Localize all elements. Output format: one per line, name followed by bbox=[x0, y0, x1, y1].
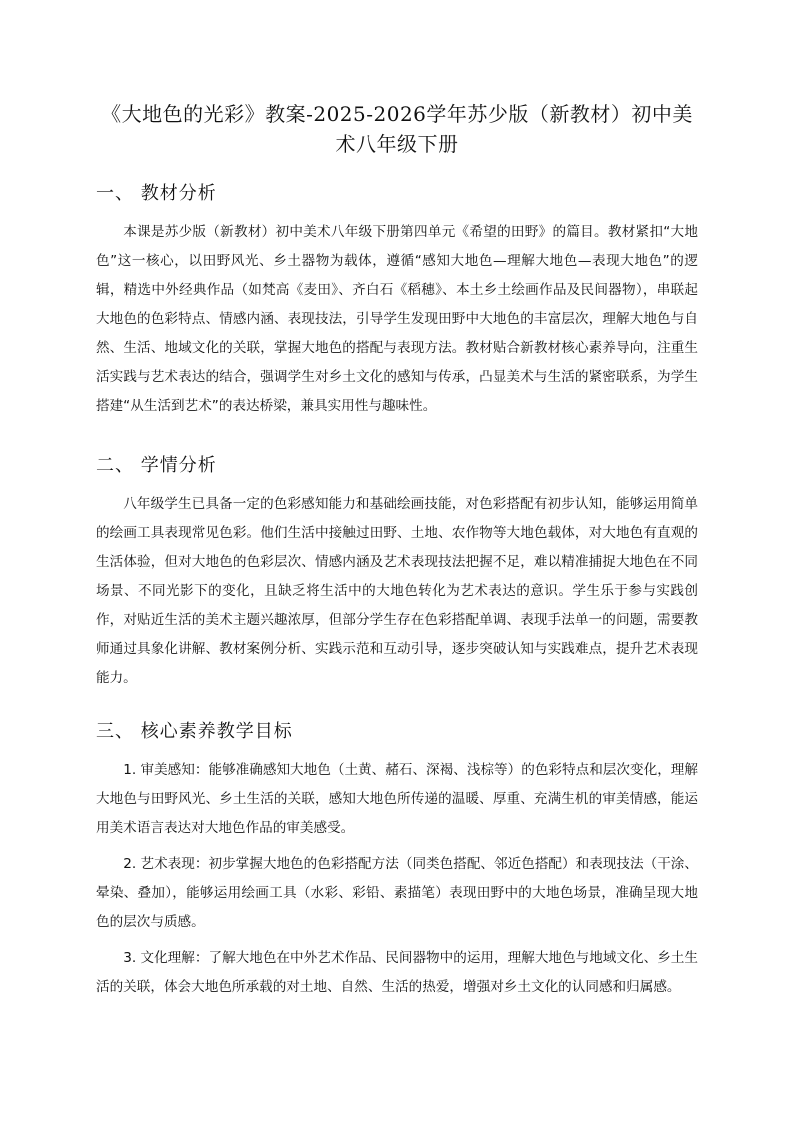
section-heading: 一、 教材分析 bbox=[96, 183, 217, 204]
section-heading: 二、 学情分析 bbox=[96, 455, 217, 476]
goal-item-aesthetic: 1. 审美感知：能够准确感知大地色（土黄、赭石、深褐、浅棕等）的色彩特点和层次变化，理解大地色与田野风光、乡土生活的关联，感知大地色所传递的温暖、厚重、充满生机的审美情感，能运用美术语言表达对大地色作品的审美感受。 bbox=[96, 762, 698, 836]
goal-item-culture: 3. 文化理解：了解大地色在中外艺术作品、民间器物中的运用，理解大地色与地域文化、乡土生活的关联，体会大地色所承载的对土地、自然、生活的热爱，增强对乡土文化的认同感和归属感。 bbox=[96, 950, 698, 995]
section-paragraph: 本课是苏少版（新教材）初中美术八年级下册第四单元《希望的田野》的篇目。教材紧扣“大地色”这一核心，以田野风光、乡土器物为载体，遵循“感知大地色—理解大地色—表现大地色”的逻辑，精选中外经典作品（如梵高《麦田》、齐白石《稻穗》、本土乡土绘画作品及民间器物），串联起大地色的色彩特点、情感内涵、表现技法，引导学生发现田野中大地色的丰富层次，理解大地色与自然、生活、地域文化的关联，掌握大地色的搭配与表现方法。教材贴合新教材核心素养导向，注重生活实践与艺术表达的结合，强调学生对乡土文化的感知与传承，凸显美术与生活的紧密联系，为学生搭建“从生活到艺术”的表达桥梁，兼具实用性与趣味性。 bbox=[96, 224, 698, 414]
section-heading: 三、 核心素养教学目标 bbox=[96, 721, 293, 742]
section-student-analysis bbox=[96, 454, 698, 693]
section-teaching-goals bbox=[96, 720, 698, 1009]
document-title: 《大地色的光彩》教案-2025-2026学年苏少版（新教材）初中美术八年级下册 bbox=[101, 102, 693, 156]
section-paragraph: 八年级学生已具备一定的色彩感知能力和基础绘画技能，对色彩搭配有初步认知，能够运用简单的绘画工具表现常见色彩。他们生活中接触过田野、土地、农作物等大地色载体，对大地色有直观的生活体验，但对大地色的色彩层次、情感内涵及艺术表现技法把握不足，难以精准捕捉大地色在不同场景、不同光影下的变化，且缺乏将生活中的大地色转化为艺术表达的意识。学生乐于参与实践创作，对贴近生活的美术主题兴趣浓厚，但部分学生存在色彩搭配单调、表现手法单一的问题，需要教师通过具象化讲解、教材案例分析、实践示范和互动引导，逐步突破认知与实践难点，提升艺术表现能力。 bbox=[96, 496, 698, 686]
section-textbook-analysis bbox=[96, 182, 698, 421]
goal-item-expression: 2. 艺术表现：初步掌握大地色的色彩搭配方法（同类色搭配、邻近色搭配）和表现技法（干涂、晕染、叠加），能够运用绘画工具（水彩、彩铅、素描笔）表现田野中的大地色场景，准确呈现大地色的层次与质感。 bbox=[96, 856, 698, 930]
